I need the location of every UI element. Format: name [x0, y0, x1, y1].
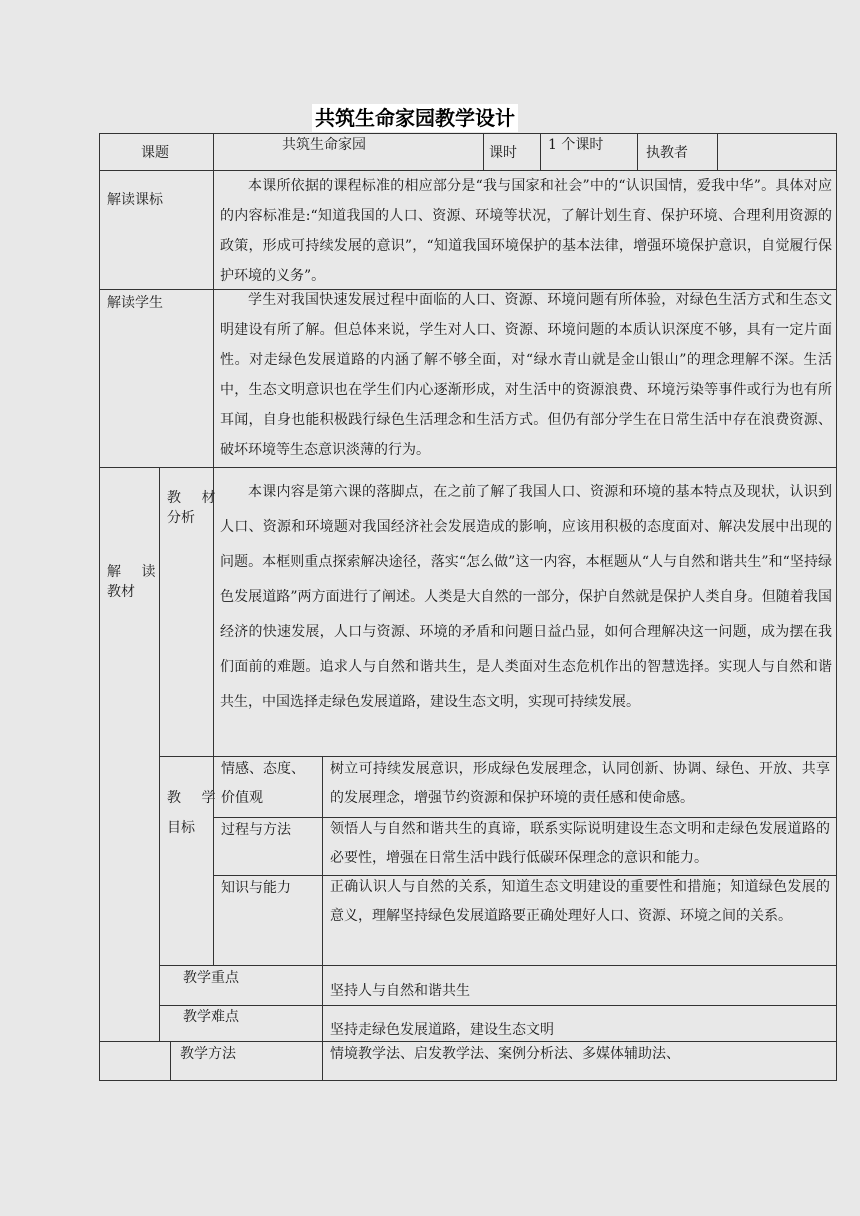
standards-label-cell — [99, 170, 214, 290]
methods-label: 教学方法 — [180, 1046, 236, 1062]
goal-1-text: 树立可持续发展意识，形成绿色发展理念，认同创新、协调、绿色、开放、共享的发展理念，增强节约资源和保护环境的责任感和使命感。 — [330, 761, 830, 806]
key-point-text: 坚持人与自然和谐共生 — [330, 983, 470, 999]
students-label-cell — [99, 289, 214, 468]
goals-label-line2: 目标 — [167, 820, 195, 836]
goal-3-text: 正确认识人与自然的关系，知道生态文明建设的重要性和措施；知道绿色发展的意义，理解坚持绿色发展道路要正确处理好人口、资源、环境之间的关系。 — [330, 879, 830, 924]
textbook-label-line2: 教材 — [107, 584, 135, 600]
methods-text: 情境教学法、启发教学法、案例分析法、多媒体辅助法、 — [330, 1046, 680, 1062]
textbook-label-cell — [99, 467, 160, 1042]
goal-1-label-line1: 情感、态度、 — [221, 761, 305, 777]
hours-label: 课时 — [489, 145, 517, 161]
standards-text: 本课所依据的课程标准的相应部分是“我与国家和社会”中的“认识国情，爱我中华”。具体对应的内容标准是:“知道我国的人口、资源、环境等状况，了解计划生育、保护环境、合理利用资源的政策，形成可持续发展的意识”，“知道我国环境保护的基本法律，增强环境保护意识，自觉履行保护环境的义务”。 — [220, 178, 832, 284]
analysis-label-line2: 分析 — [167, 510, 195, 526]
goal-1-label-line2: 价值观 — [221, 790, 263, 806]
document-title: 共筑生命家园教学设计 — [312, 104, 518, 132]
analysis-text: 本课内容是第六课的落脚点，在之前了解了我国人口、资源和环境的基本特点及现状，认识到人口、资源和环境题对我国经济社会发展造成的影响，应该用积极的态度面对、解决发展中出现的问题。本框则重点探索解决途径，落实“怎么做”这一内容，本框题从“人与自然和谐共生”和“坚持绿色发展道路”两方面进行了阐述。人类是大自然的一部分，保护自然就是保护人类自身。但随着我国经济的快速发展，人口与资源、环境的矛盾和问题日益凸显，如何合理解决这一问题，成为摆在我们面前的难题。追求人与自然和谐共生，是人类面对生态危机作出的智慧选择。实现人与自然和谐共生，中国选择走绿色发展道路，建设生态文明，实现可持续发展。 — [220, 484, 832, 710]
analysis-label-line1: 教 材 — [167, 490, 224, 506]
topic-label: 课题 — [141, 145, 169, 161]
topic-value: 共筑生命家园 — [282, 137, 366, 153]
difficulty-text: 坚持走绿色发展道路，建设生态文明 — [330, 1022, 554, 1038]
goal-2-label: 过程与方法 — [221, 822, 291, 838]
hours-value: 1 个课时 — [548, 137, 604, 153]
difficulty-label: 教学难点 — [183, 1009, 239, 1025]
students-text: 学生对我国快速发展过程中面临的人口、资源、环境问题有所体验，对绿色生活方式和生态文明建设有所了解。但总体来说，学生对人口、资源、环境问题的本质认识深度不够，具有一定片面性。对走绿色发展道路的内涵了解不够全面，对“绿水青山就是金山银山”的理念理解不深。生活中，生态文明意识也在学生们内心逐渐形成，对生活中的资源浪费、环境污染等事件或行为也有所耳闻，自身也能积极践行绿色生活理念和生活方式。但仍有部分学生在日常生活中存在浪费资源、破坏环境等生态意识淡薄的行为。 — [220, 292, 832, 458]
teacher-label: 执教者 — [646, 145, 688, 161]
goals-label-line1: 教 学 — [167, 790, 224, 806]
standards-label: 解读课标 — [107, 192, 163, 208]
goal-3-label: 知识与能力 — [221, 880, 291, 896]
key-point-label: 教学重点 — [183, 970, 239, 986]
header-teacher-value-cell — [717, 133, 837, 171]
students-label: 解读学生 — [107, 295, 163, 311]
textbook-label-line1: 解 读 — [107, 564, 164, 580]
goal-2-text: 领悟人与自然和谐共生的真谛，联系实际说明建设生态文明和走绿色发展道路的必要性，增强在日常生活中践行低碳环保理念的意识和能力。 — [330, 821, 830, 866]
methods-blank-cell — [99, 1041, 171, 1081]
